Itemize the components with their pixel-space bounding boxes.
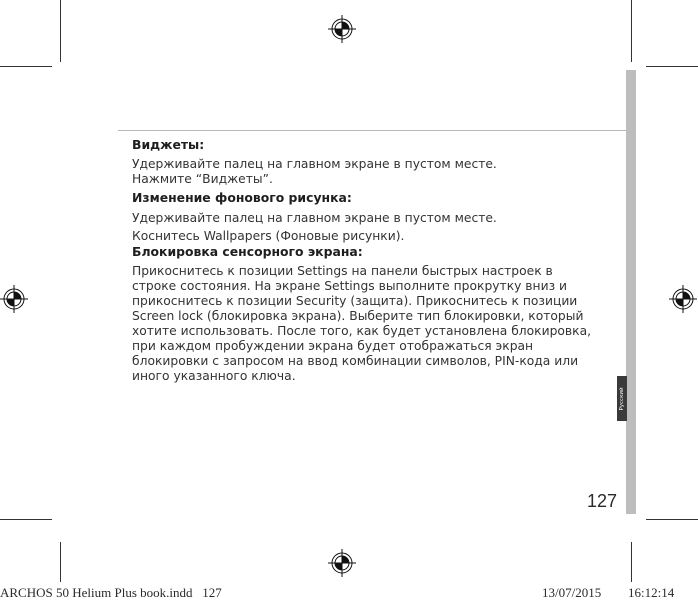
body-line: строке состояния. На экране Settings выполните прокрутку вниз и [132,279,568,293]
crop-mark [646,519,698,520]
registration-mark-icon [327,14,357,44]
body-line: иного указанного ключа. [132,369,296,383]
body-line: Коснитесь Wallpapers (Фоновые рисунки). [132,229,405,243]
body-line: Удерживайте палец на главном экране в пустом месте. [132,211,497,225]
body-line: при каждом пробуждении экрана будет отображаться экран [132,339,534,353]
section-heading: Изменение фонового рисунка: [132,190,352,205]
body-line: Прикоснитесь к позиции Settings на панели быстрых настроек в [132,264,553,278]
slug-filename: ARCHOS 50 Helium Plus book.indd 127 [0,585,222,600]
manual-content [132,137,652,384]
crop-mark [60,542,61,582]
body-line: прикоснитесь к позиции Security (защита). Прикоснитесь к позиции [132,294,578,308]
slug-date: 13/07/2015 [542,585,602,600]
slug-time: 16:12:14 [628,585,675,600]
crop-mark [646,66,698,67]
registration-mark-icon [327,548,357,578]
crop-mark [60,0,61,62]
section-rule [118,130,626,131]
body-line: хотите использовать. После того, как будет установлена блокировка, [132,324,592,338]
crop-mark [0,66,52,67]
crop-mark [631,0,632,62]
section-heading: Блокировка сенсорного экрана: [132,244,363,259]
section-heading: Виджеты: [132,137,205,152]
crop-mark [631,542,632,582]
body-line: Нажмите “Виджеты”. [132,172,273,186]
body-line: Screen lock (блокировка экрана). Выберите тип блокировки, который [132,309,584,323]
language-tab-label: Русский [619,386,625,411]
registration-mark-icon [668,284,698,314]
crop-mark [0,519,52,520]
registration-mark-icon [0,284,29,314]
body-line: Удерживайте палец на главном экране в пустом месте. [132,157,497,171]
body-line: блокировки с запросом на ввод комбинации символов, PIN-кода или [132,354,579,368]
page-number: 127 [587,491,618,511]
